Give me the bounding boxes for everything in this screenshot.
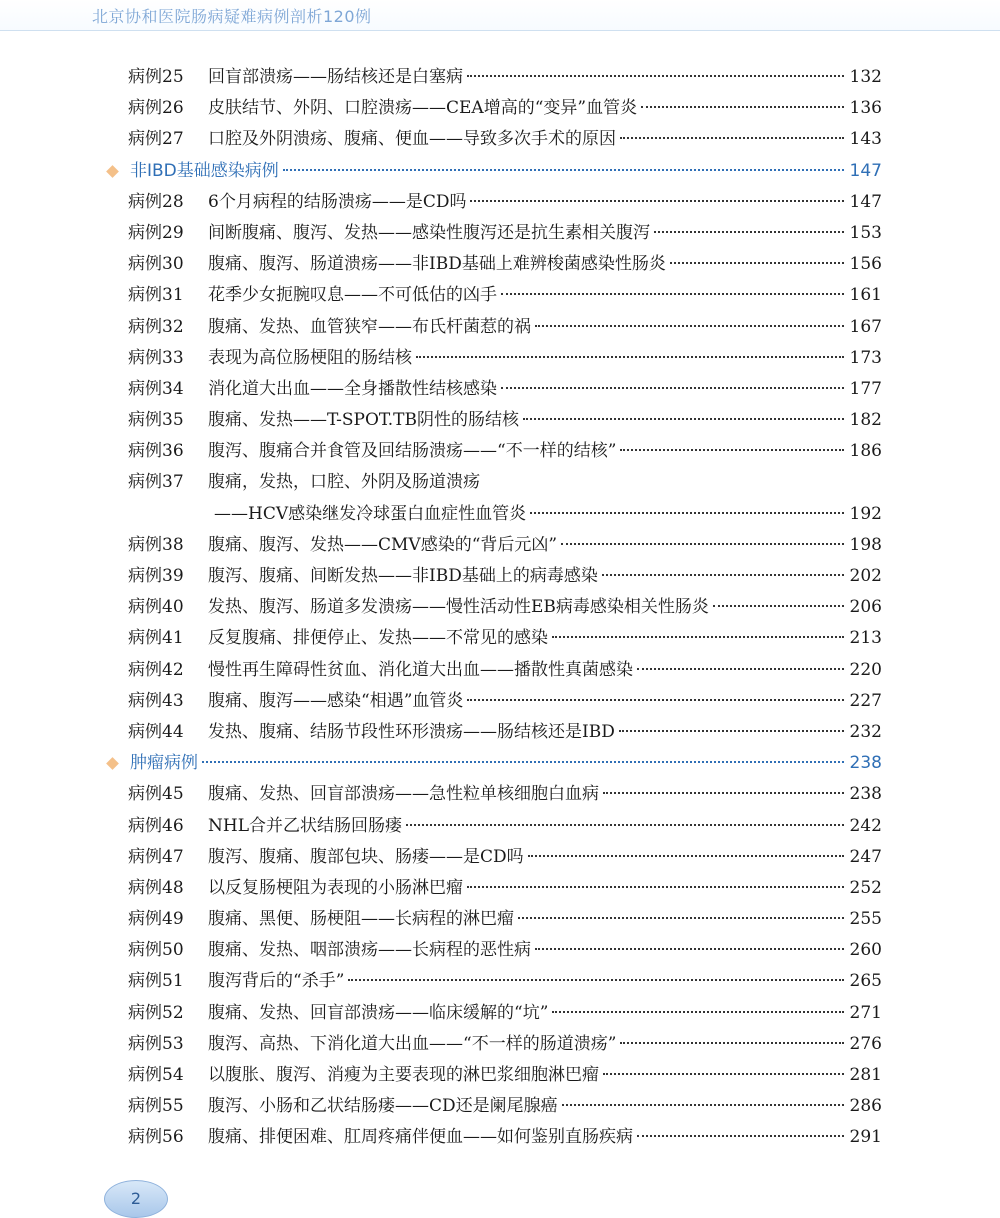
section-title: 非IBD基础感染病例 bbox=[130, 160, 279, 181]
page-ref: 153 bbox=[849, 222, 882, 243]
section-title: 肿瘤病例 bbox=[130, 753, 198, 774]
page-number-badge bbox=[104, 1180, 168, 1218]
page-ref: 286 bbox=[849, 1096, 882, 1117]
toc-entry[interactable] bbox=[0, 312, 1000, 343]
page-ref: 271 bbox=[849, 1002, 882, 1023]
case-number: 病例46 bbox=[128, 815, 184, 836]
toc-entry[interactable] bbox=[0, 1029, 1000, 1060]
case-number: 病例43 bbox=[128, 690, 184, 711]
page-ref: 291 bbox=[849, 1127, 882, 1148]
dot-leader bbox=[501, 292, 844, 295]
case-title: 腹泻背后的“杀手” bbox=[208, 971, 345, 992]
dot-leader bbox=[283, 168, 844, 171]
case-number: 病例25 bbox=[128, 67, 184, 87]
case-title: 发热、腹泻、肠道多发溃疡——慢性活动性EB病毒感染相关性肠炎 bbox=[208, 597, 709, 618]
toc-entry[interactable] bbox=[0, 686, 1000, 717]
dot-leader bbox=[467, 885, 844, 888]
dot-leader bbox=[562, 1103, 844, 1106]
page-ref: 186 bbox=[849, 441, 882, 462]
dot-leader bbox=[501, 386, 844, 389]
toc-entry[interactable] bbox=[0, 655, 1000, 686]
case-title: 消化道大出血——全身播散性结核感染 bbox=[208, 378, 497, 399]
toc-entry[interactable] bbox=[0, 623, 1000, 654]
case-title: 腹泻、高热、下消化道大出血——“不一样的肠道溃疡” bbox=[208, 1033, 617, 1054]
toc-entry[interactable] bbox=[0, 436, 1000, 467]
page-ref: 167 bbox=[849, 316, 882, 337]
page-ref: 147 bbox=[849, 160, 882, 181]
case-number: 病例30 bbox=[128, 254, 184, 275]
toc-entry[interactable] bbox=[0, 280, 1000, 311]
case-number: 病例40 bbox=[128, 597, 184, 618]
case-number: 病例27 bbox=[128, 129, 184, 150]
case-title: 回盲部溃疡——肠结核还是白塞病 bbox=[208, 67, 463, 87]
case-number: 病例53 bbox=[128, 1033, 184, 1054]
toc-entry[interactable] bbox=[0, 842, 1000, 873]
dot-leader bbox=[552, 635, 844, 638]
case-number: 病例29 bbox=[128, 222, 184, 243]
page-ref: 265 bbox=[849, 971, 882, 992]
case-number: 病例28 bbox=[128, 191, 184, 212]
case-number: 病例31 bbox=[128, 285, 184, 306]
dot-leader bbox=[603, 1072, 844, 1075]
case-number: 病例51 bbox=[128, 971, 184, 992]
case-number: 病例36 bbox=[128, 441, 184, 462]
toc-entry[interactable] bbox=[0, 873, 1000, 904]
toc-entry[interactable] bbox=[0, 467, 1000, 498]
page-ref: 202 bbox=[849, 566, 882, 586]
running-header bbox=[0, 0, 1000, 31]
page-ref: 198 bbox=[849, 534, 882, 555]
case-number: 病例41 bbox=[128, 628, 184, 649]
dot-leader bbox=[620, 136, 844, 139]
toc-entry[interactable] bbox=[0, 343, 1000, 374]
case-title: 腹泻、腹痛、间断发热——非IBD基础上的病毒感染 bbox=[208, 566, 598, 586]
case-title: 腹泻、腹痛、腹部包块、肠瘘——是CD吗 bbox=[208, 846, 524, 867]
toc-entry[interactable] bbox=[0, 811, 1000, 842]
page-ref: 213 bbox=[849, 628, 882, 649]
dot-leader bbox=[518, 916, 844, 919]
page-ref: 161 bbox=[849, 285, 882, 306]
case-title: 腹痛、黑便、肠梗阻——长病程的淋巴瘤 bbox=[208, 909, 514, 930]
toc-entry-continuation[interactable] bbox=[0, 499, 1000, 530]
case-title: 腹痛，发热，口腔、外阴及肠道溃疡 bbox=[208, 472, 480, 493]
case-title: 腹痛、发热——T-SPOT.TB阴性的肠结核 bbox=[208, 410, 519, 431]
toc-entry[interactable] bbox=[0, 904, 1000, 935]
case-title: 皮肤结节、外阴、口腔溃疡——CEA增高的“变异”血管炎 bbox=[208, 98, 638, 119]
page-ref: 252 bbox=[849, 877, 882, 898]
dot-leader bbox=[641, 105, 844, 108]
page-ref: 182 bbox=[849, 410, 882, 431]
case-number: 病例34 bbox=[128, 378, 184, 399]
dot-leader bbox=[603, 791, 844, 794]
page-ref: 242 bbox=[849, 815, 882, 836]
dot-leader bbox=[467, 74, 844, 77]
case-title: 以腹胀、腹泻、消瘦为主要表现的淋巴浆细胞淋巴瘤 bbox=[208, 1065, 599, 1085]
diamond-bullet-icon bbox=[106, 757, 119, 770]
page-ref: 238 bbox=[849, 753, 882, 774]
toc-entry[interactable] bbox=[0, 530, 1000, 561]
case-number: 病例47 bbox=[128, 846, 184, 867]
toc-section-heading[interactable] bbox=[0, 748, 1000, 779]
toc-entry[interactable] bbox=[0, 998, 1000, 1029]
dot-leader bbox=[637, 667, 844, 670]
dot-leader bbox=[670, 261, 844, 264]
case-title: 腹痛、发热、咽部溃疡——长病程的恶性病 bbox=[208, 940, 531, 961]
toc-entry[interactable] bbox=[0, 249, 1000, 280]
toc-entry[interactable] bbox=[0, 966, 1000, 997]
dot-leader bbox=[713, 604, 844, 607]
toc-entry[interactable] bbox=[0, 124, 1000, 155]
case-number: 病例50 bbox=[128, 940, 184, 961]
table-of-contents bbox=[0, 62, 1000, 1154]
case-number: 病例55 bbox=[128, 1096, 184, 1117]
case-title: 慢性再生障碍性贫血、消化道大出血——播散性真菌感染 bbox=[208, 659, 633, 680]
page-ref: 227 bbox=[849, 690, 882, 711]
page-ref: 260 bbox=[849, 940, 882, 961]
case-number: 病例48 bbox=[128, 877, 184, 898]
toc-entry[interactable] bbox=[0, 935, 1000, 966]
dot-leader bbox=[470, 199, 844, 202]
toc-entry[interactable] bbox=[0, 374, 1000, 405]
book-title: 北京协和医院肠病疑难病例剖析120例 bbox=[92, 7, 372, 26]
dot-leader bbox=[348, 978, 844, 981]
page-ref: 147 bbox=[849, 191, 882, 212]
dot-leader bbox=[535, 947, 844, 950]
case-number: 病例42 bbox=[128, 659, 184, 680]
case-number: 病例33 bbox=[128, 347, 184, 368]
toc-entry[interactable] bbox=[0, 1060, 1000, 1091]
toc-entry[interactable] bbox=[0, 717, 1000, 748]
case-title: 表现为高位肠梗阻的肠结核 bbox=[208, 347, 412, 368]
dot-leader bbox=[416, 355, 844, 358]
toc-entry[interactable] bbox=[0, 93, 1000, 124]
case-number: 病例52 bbox=[128, 1002, 184, 1023]
dot-leader bbox=[602, 573, 844, 576]
dot-leader bbox=[620, 448, 844, 451]
dot-leader bbox=[202, 760, 844, 763]
case-title: 6个月病程的结肠溃疡——是CD吗 bbox=[208, 191, 467, 212]
case-title: ——HCV感染继发冷球蛋白血症性血管炎 bbox=[214, 503, 527, 524]
page-ref: 173 bbox=[849, 347, 882, 368]
dot-leader bbox=[530, 511, 844, 514]
diamond-bullet-icon bbox=[106, 165, 119, 178]
case-title: 腹痛、发热、血管狭窄——布氏杆菌惹的祸 bbox=[208, 316, 531, 337]
page-ref: 132 bbox=[849, 67, 882, 87]
case-number: 病例44 bbox=[128, 721, 184, 742]
case-title: 腹痛、腹泻——感染“相遇”血管炎 bbox=[208, 690, 464, 711]
dot-leader bbox=[528, 854, 844, 857]
case-number: 病例38 bbox=[128, 534, 184, 555]
case-title: 发热、腹痛、结肠节段性环形溃疡——肠结核还是IBD bbox=[208, 721, 615, 742]
dot-leader bbox=[561, 542, 844, 545]
case-title: 花季少女扼腕叹息——不可低估的凶手 bbox=[208, 285, 497, 306]
dot-leader bbox=[637, 1134, 844, 1137]
toc-section-heading[interactable] bbox=[0, 156, 1000, 187]
page-ref: 192 bbox=[849, 503, 882, 524]
case-title: NHL合并乙状结肠回肠瘘 bbox=[208, 815, 402, 836]
page-number: 2 bbox=[130, 1189, 142, 1208]
toc-entry[interactable] bbox=[0, 62, 1000, 93]
case-title: 以反复肠梗阻为表现的小肠淋巴瘤 bbox=[208, 877, 463, 898]
case-title: 口腔及外阴溃疡、腹痛、便血——导致多次手术的原因 bbox=[208, 129, 616, 150]
page-ref: 232 bbox=[849, 721, 882, 742]
dot-leader bbox=[620, 1041, 844, 1044]
page-ref: 143 bbox=[849, 129, 882, 150]
case-title: 腹痛、腹泻、发热——CMV感染的“背后元凶” bbox=[208, 534, 558, 555]
case-title: 反复腹痛、排便停止、发热——不常见的感染 bbox=[208, 628, 548, 649]
toc-entry[interactable] bbox=[0, 1091, 1000, 1122]
page-ref: 247 bbox=[849, 846, 882, 867]
toc-entry[interactable] bbox=[0, 1122, 1000, 1153]
page-ref: 206 bbox=[849, 597, 882, 618]
case-number: 病例35 bbox=[128, 410, 184, 431]
case-title: 腹痛、发热、回盲部溃疡——急性粒单核细胞白血病 bbox=[208, 784, 599, 805]
case-number: 病例26 bbox=[128, 98, 184, 119]
dot-leader bbox=[552, 1010, 844, 1013]
dot-leader bbox=[467, 698, 844, 701]
case-number: 病例56 bbox=[128, 1127, 184, 1148]
case-number: 病例32 bbox=[128, 316, 184, 337]
page-ref: 276 bbox=[849, 1033, 882, 1054]
toc-entry[interactable] bbox=[0, 187, 1000, 218]
page-ref: 156 bbox=[849, 254, 882, 275]
page-ref: 281 bbox=[849, 1065, 882, 1085]
dot-leader bbox=[654, 230, 844, 233]
case-title: 腹痛、发热、回盲部溃疡——临床缓解的“坑” bbox=[208, 1002, 549, 1023]
dot-leader bbox=[406, 823, 844, 826]
dot-leader bbox=[619, 729, 844, 732]
page-ref: 238 bbox=[849, 784, 882, 805]
case-title: 腹泻、小肠和乙状结肠瘘——CD还是阑尾腺癌 bbox=[208, 1096, 558, 1117]
toc-entry[interactable] bbox=[0, 592, 1000, 623]
case-title: 腹痛、腹泻、肠道溃疡——非IBD基础上难辨梭菌感染性肠炎 bbox=[208, 254, 666, 275]
case-title: 腹泻、腹痛合并食管及回结肠溃疡——“不一样的结核” bbox=[208, 441, 617, 462]
case-number: 病例45 bbox=[128, 784, 184, 805]
dot-leader bbox=[535, 324, 844, 327]
page-ref: 255 bbox=[849, 909, 882, 930]
case-title: 腹痛、排便困难、肛周疼痛伴便血——如何鉴别直肠疾病 bbox=[208, 1127, 633, 1148]
toc-entry[interactable] bbox=[0, 779, 1000, 810]
dot-leader bbox=[523, 417, 844, 420]
case-number: 病例54 bbox=[128, 1065, 184, 1085]
case-title: 间断腹痛、腹泻、发热——感染性腹泻还是抗生素相关腹泻 bbox=[208, 222, 650, 243]
case-number: 病例37 bbox=[128, 472, 184, 493]
page-ref: 136 bbox=[849, 98, 882, 119]
toc-entry[interactable] bbox=[0, 218, 1000, 249]
page-ref: 220 bbox=[849, 659, 882, 680]
page-ref: 177 bbox=[849, 378, 882, 399]
toc-entry[interactable] bbox=[0, 405, 1000, 436]
case-number: 病例49 bbox=[128, 909, 184, 930]
case-number: 病例39 bbox=[128, 566, 184, 586]
toc-entry[interactable] bbox=[0, 561, 1000, 592]
